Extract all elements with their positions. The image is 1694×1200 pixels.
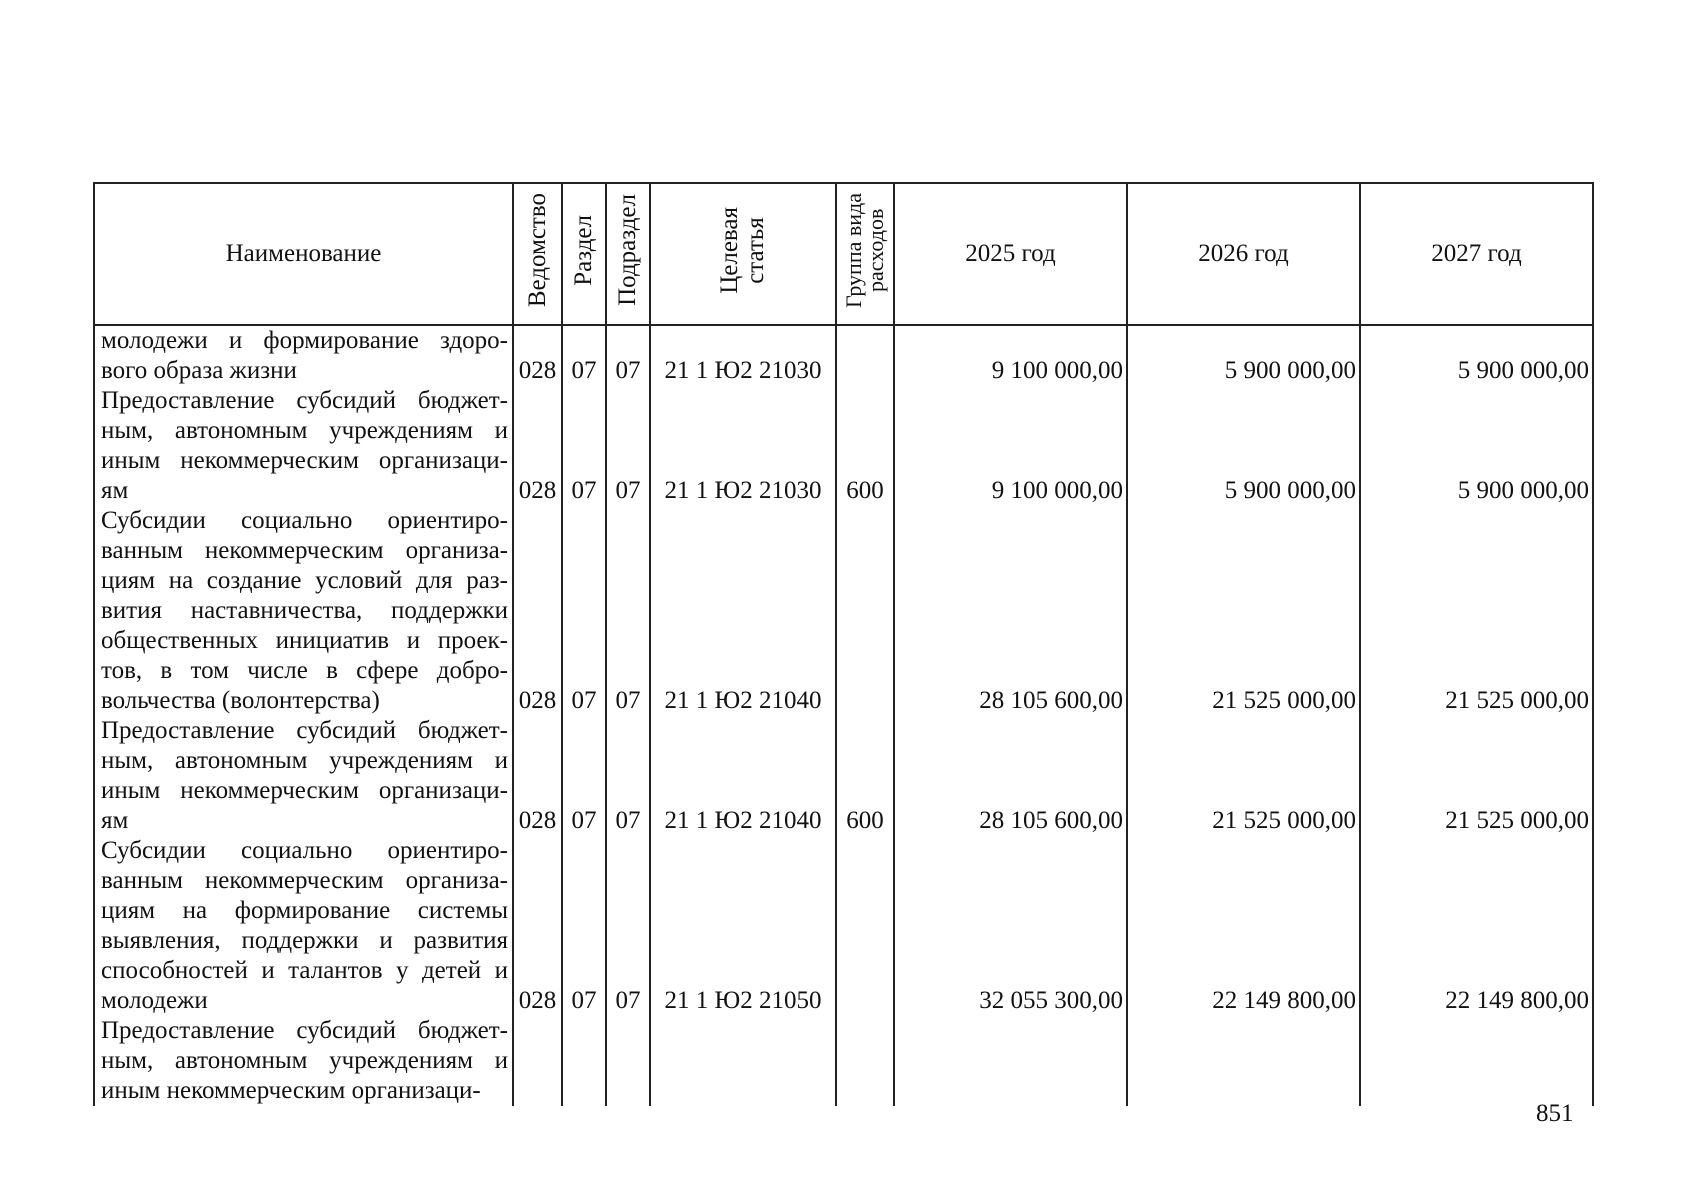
row-name-line: ям — [101, 807, 129, 834]
header-expense-group — [836, 183, 894, 325]
row-subsection: 07 — [606, 506, 650, 716]
row-name-line: ванным некоммерческим организа- — [101, 537, 508, 564]
row-amount-2027: 5 900 000,00 — [1360, 386, 1593, 506]
row-subsection: 07 — [606, 325, 650, 386]
table-row — [94, 716, 1593, 836]
header-target-article — [650, 183, 836, 325]
row-name-line: ным, автономным учреждениям и — [101, 417, 508, 444]
row-name-line: выявления, поддержки и развития — [101, 927, 508, 954]
header-subsection-label: Подраздел — [614, 194, 641, 306]
row-amount-2026: 21 525 000,00 — [1127, 716, 1360, 836]
row-amount-2025: 9 100 000,00 — [894, 325, 1127, 386]
row-name-line: вития наставничества, поддержки — [101, 597, 508, 624]
row-target-article: 21 1 Ю2 21040 — [650, 716, 836, 836]
row-name-line: молодежи — [101, 987, 208, 1014]
row-name-line: иным некоммерческим организаци- — [101, 777, 508, 804]
row-name-line: вольчества (волонтерства) — [101, 687, 380, 714]
row-target-article: 21 1 Ю2 21030 — [650, 386, 836, 506]
row-expense-group — [836, 506, 894, 716]
table-row — [94, 325, 1593, 386]
row-name-line: ям — [101, 477, 129, 504]
page-number: 851 — [1536, 1100, 1574, 1127]
row-amount-2027 — [1360, 1016, 1593, 1106]
header-target-line1: Целевая — [716, 206, 743, 294]
row-subsection: 07 — [606, 716, 650, 836]
row-name-line: тов, в том числе в сфере добро- — [101, 657, 508, 684]
row-name — [94, 506, 513, 716]
row-name-line: иным некоммерческим организаци- — [101, 1077, 481, 1104]
row-amount-2026 — [1127, 1016, 1360, 1106]
row-amount-2026: 22 149 800,00 — [1127, 836, 1360, 1016]
row-name-line: Предоставление субсидий бюджет- — [101, 717, 508, 744]
row-amount-2025: 28 105 600,00 — [894, 506, 1127, 716]
row-ministry: 028 — [513, 716, 562, 836]
row-amount-2027: 5 900 000,00 — [1360, 325, 1593, 386]
row-ministry: 028 — [513, 836, 562, 1016]
row-amount-2026: 21 525 000,00 — [1127, 506, 1360, 716]
row-subsection: 07 — [606, 386, 650, 506]
row-amount-2026: 5 900 000,00 — [1127, 325, 1360, 386]
header-name: Наименование — [94, 183, 513, 325]
row-name-line: способностей и талантов у детей и — [101, 957, 508, 984]
table-body — [94, 325, 1593, 1106]
table-row — [94, 386, 1593, 506]
row-ministry: 028 — [513, 325, 562, 386]
row-name-line: Субсидии социально ориентиро- — [101, 507, 508, 534]
row-expense-group: 600 — [836, 716, 894, 836]
row-amount-2025: 32 055 300,00 — [894, 836, 1127, 1016]
row-name-line: вого образа жизни — [101, 357, 297, 384]
table-row — [94, 506, 1593, 716]
row-expense-group — [836, 1016, 894, 1106]
row-name-line: общественных инициатив и проек- — [101, 627, 508, 654]
row-section: 07 — [562, 506, 606, 716]
row-name-line: циям на создание условий для раз- — [101, 567, 508, 594]
row-name — [94, 716, 513, 836]
row-subsection: 07 — [606, 836, 650, 1016]
header-group-line2: расходов — [863, 208, 888, 292]
row-name-line: иным некоммерческим организаци- — [101, 447, 508, 474]
header-group-line1: Группа вида — [841, 192, 866, 308]
header-year-2025: 2025 год — [894, 183, 1127, 325]
row-target-article — [650, 1016, 836, 1106]
row-expense-group — [836, 836, 894, 1016]
row-name-line: ным, автономным учреждениям и — [101, 1047, 508, 1074]
row-name — [94, 1016, 513, 1106]
header-section — [562, 183, 606, 325]
row-amount-2027: 22 149 800,00 — [1360, 836, 1593, 1016]
row-amount-2027: 21 525 000,00 — [1360, 716, 1593, 836]
row-amount-2025: 28 105 600,00 — [894, 716, 1127, 836]
row-amount-2025: 9 100 000,00 — [894, 386, 1127, 506]
row-target-article: 21 1 Ю2 21050 — [650, 836, 836, 1016]
header-year-2026: 2026 год — [1127, 183, 1360, 325]
row-subsection — [606, 1016, 650, 1106]
header-target-line2: статья — [742, 216, 769, 284]
row-name — [94, 386, 513, 506]
row-ministry: 028 — [513, 506, 562, 716]
row-target-article: 21 1 Ю2 21040 — [650, 506, 836, 716]
header-subsection — [606, 183, 650, 325]
row-name — [94, 325, 513, 386]
row-expense-group: 600 — [836, 386, 894, 506]
row-amount-2025 — [894, 1016, 1127, 1106]
row-section: 07 — [562, 836, 606, 1016]
budget-table — [93, 182, 1594, 1106]
row-ministry: 028 — [513, 386, 562, 506]
row-name-line: Предоставление субсидий бюджет- — [101, 387, 508, 414]
header-row — [94, 183, 1593, 325]
row-expense-group — [836, 325, 894, 386]
header-expense-group-label — [843, 193, 887, 308]
row-section: 07 — [562, 716, 606, 836]
row-target-article: 21 1 Ю2 21030 — [650, 325, 836, 386]
header-year-2027: 2027 год — [1360, 183, 1593, 325]
row-name-line: ным, автономным учреждениям и — [101, 747, 508, 774]
row-section: 07 — [562, 325, 606, 386]
row-name-line: ванным некоммерческим организа- — [101, 867, 508, 894]
row-section: 07 — [562, 386, 606, 506]
row-name-line: молодежи и формирование здоро- — [101, 327, 508, 354]
table-row — [94, 836, 1593, 1016]
row-name-line: Предоставление субсидий бюджет- — [101, 1017, 508, 1044]
row-amount-2027: 21 525 000,00 — [1360, 506, 1593, 716]
row-name-line: циям на формирование системы — [101, 897, 508, 924]
table-row — [94, 1016, 1593, 1106]
row-amount-2026: 5 900 000,00 — [1127, 386, 1360, 506]
row-name-line: Субсидии социально ориентиро- — [101, 837, 508, 864]
row-name — [94, 836, 513, 1016]
header-ministry — [513, 183, 562, 325]
header-ministry-label: Ведомство — [523, 192, 551, 308]
row-section — [562, 1016, 606, 1106]
header-target-article-label — [717, 207, 769, 294]
row-ministry — [513, 1016, 562, 1106]
header-section-label: Раздел — [570, 214, 597, 286]
